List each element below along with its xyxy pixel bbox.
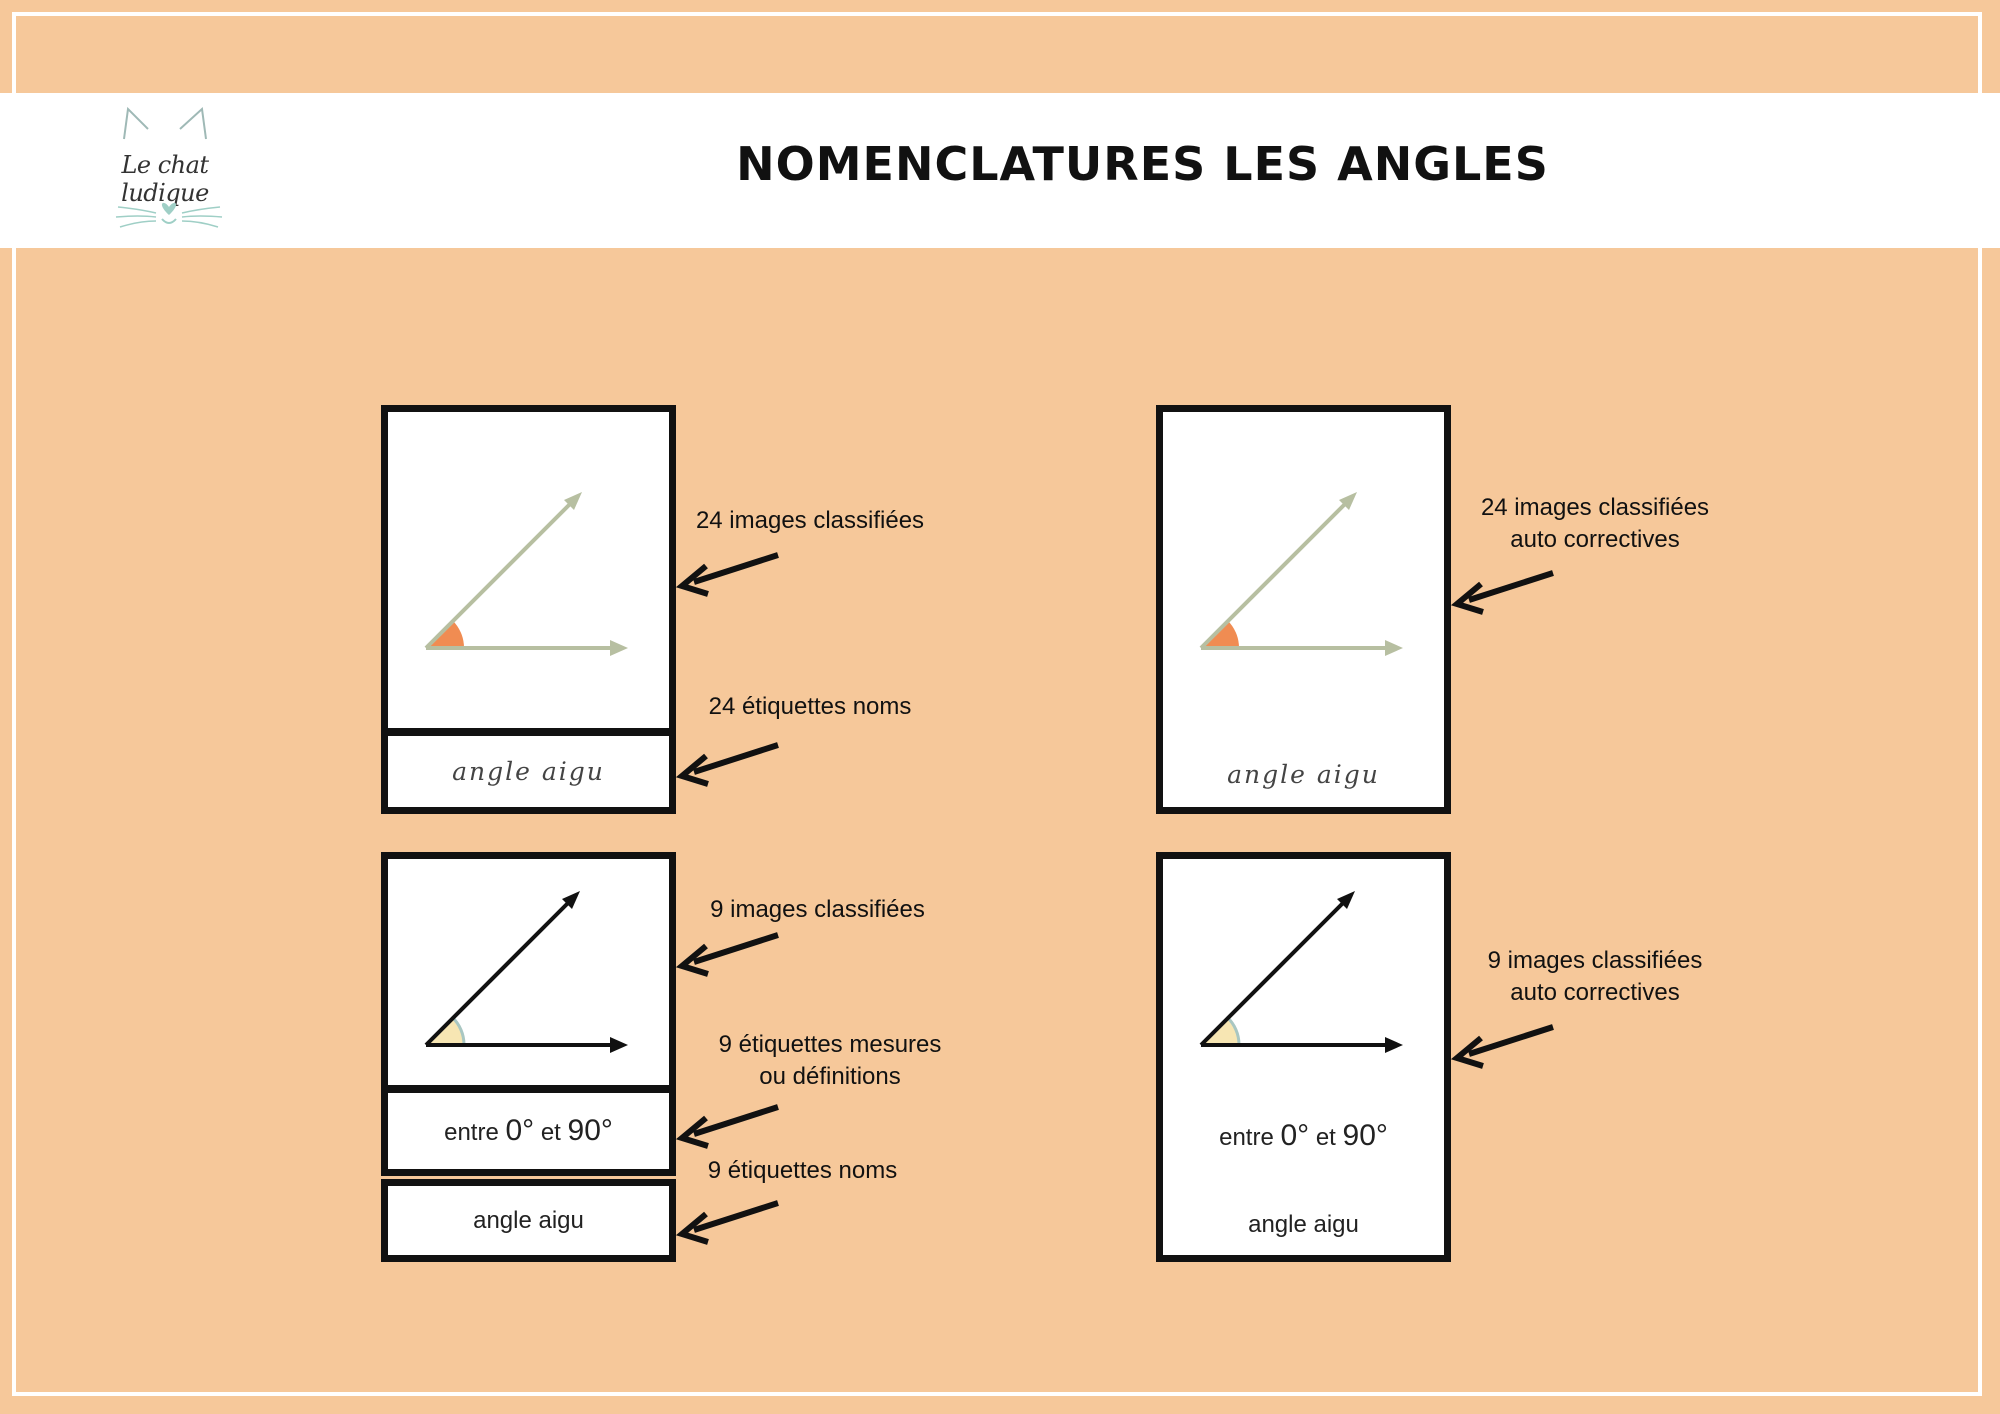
card-top-left-image: [381, 405, 676, 735]
note-bl-images: 9 images classifiées: [710, 896, 925, 923]
pointer-arrow-icon: [1451, 1020, 1561, 1070]
pointer-arrow-icon: [676, 548, 786, 598]
name-label: angle aigu: [452, 757, 605, 786]
brand-logo: [80, 103, 250, 238]
acute-angle-black-icon: [1163, 859, 1458, 1099]
pointer-arrow-icon: [676, 928, 786, 978]
name-label: angle aigu: [473, 1206, 584, 1234]
pointer-arrow-icon: [676, 738, 786, 788]
card-bottom-left-name: [381, 1179, 676, 1262]
pointer-arrow-icon: [1451, 566, 1561, 616]
note-bl-names: 9 étiquettes noms: [707, 1157, 898, 1184]
header-banner: [0, 93, 2000, 248]
cat-ears-icon: [118, 103, 218, 143]
card-top-left-label: [381, 729, 676, 814]
card-bottom-left-measure: [381, 1086, 676, 1176]
pointer-arrow-icon: [676, 1100, 786, 1150]
brand-name: Le chat ludique: [121, 151, 209, 207]
note-tr: 24 images classifiées auto correctives: [1480, 494, 1710, 553]
note-tl-images: 24 images classifiées: [695, 507, 925, 534]
pointer-arrow-icon: [676, 1196, 786, 1246]
note-bl-measures: 9 étiquettes mesures ou définitions: [718, 1031, 942, 1090]
measure-label: entre 0° et 90°: [1219, 1119, 1388, 1152]
name-label: angle aigu: [1248, 1211, 1359, 1238]
note-br: 9 images classifiées auto correctives: [1487, 947, 1703, 1006]
note-tl-labels: 24 étiquettes noms: [708, 693, 912, 720]
measure-label: entre 0° et 90°: [444, 1114, 613, 1147]
acute-angle-grey-icon: [388, 412, 683, 742]
cat-face-icon: [114, 193, 224, 233]
card-top-right-image: [1156, 405, 1451, 814]
card-bottom-right-image: [1156, 852, 1451, 1262]
acute-angle-black-icon: [388, 859, 683, 1099]
card-bottom-left-image: [381, 852, 676, 1092]
name-label: angle aigu: [1227, 760, 1380, 789]
acute-angle-grey-icon: [1163, 412, 1458, 742]
page-title: NOMENCLATURES LES ANGLES: [736, 137, 1549, 191]
